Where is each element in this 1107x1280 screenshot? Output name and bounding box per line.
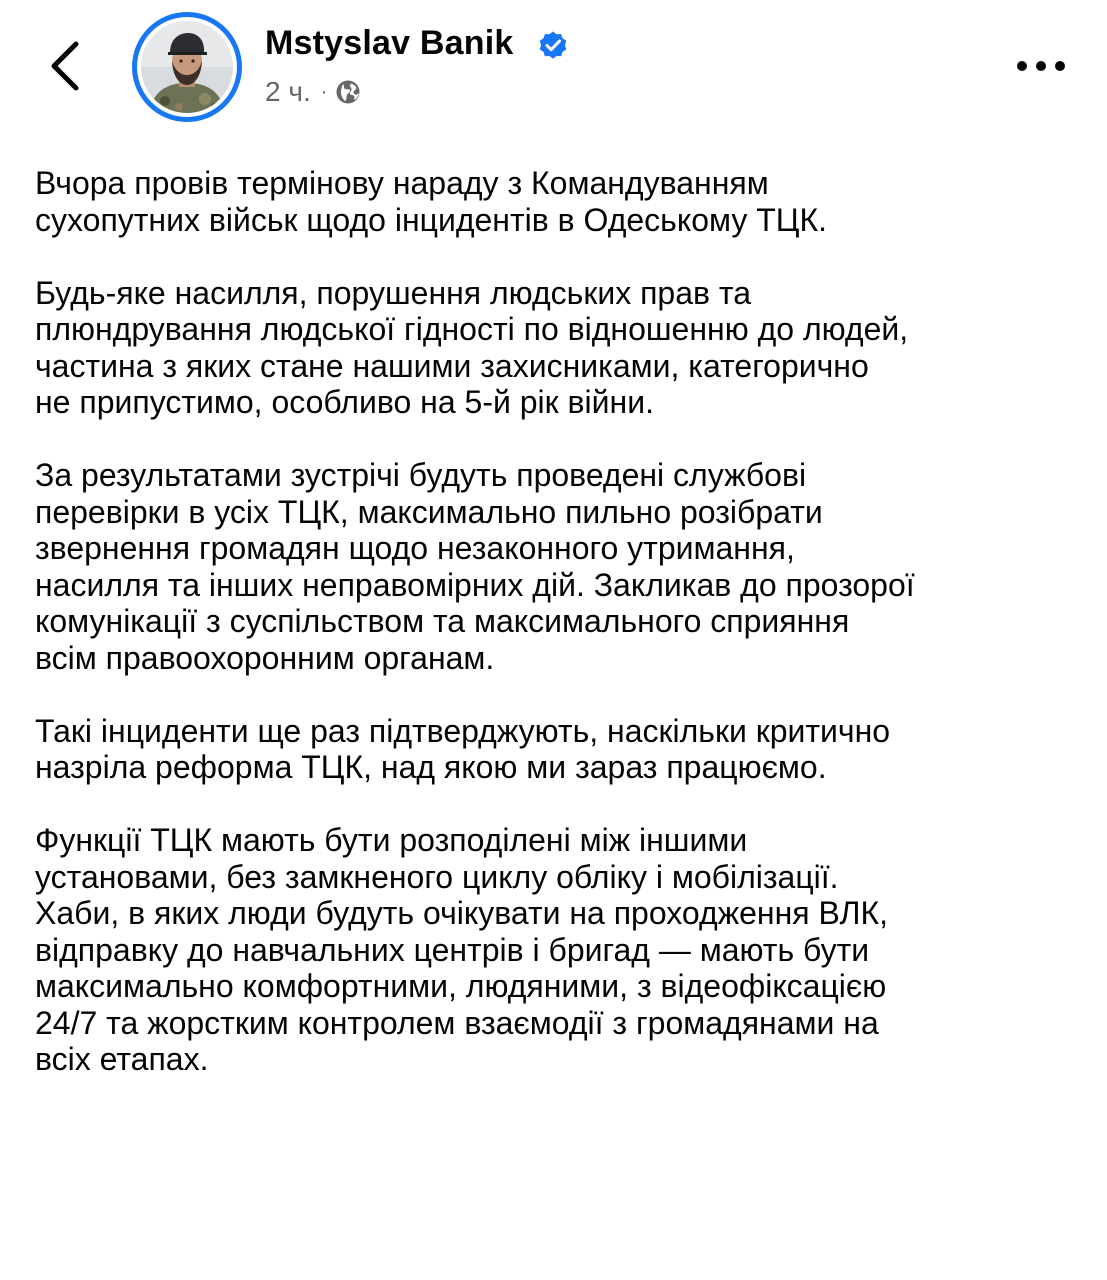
text-line: не припустимо, особливо на 5-й рік війни. <box>35 384 654 420</box>
globe-icon <box>335 79 361 105</box>
text-line: плюндрування людської гідності по відношенню до людей, <box>35 311 909 347</box>
more-dots-icon <box>1008 46 1074 86</box>
meta-separator: · <box>320 80 328 103</box>
text-line: Такі інциденти ще раз підтверджують, наскільки критично <box>35 712 891 749</box>
text-line: сухопутних військ щодо інцидентів в Одеському ТЦК. <box>35 201 827 238</box>
post-paragraph <box>35 275 1085 421</box>
text-line: За результатами зустрічі будуть проведені службові <box>35 457 807 493</box>
post-paragraph <box>35 165 1085 238</box>
text-line: Функції ТЦК мають бути розподілені між іншими <box>35 822 748 858</box>
text-line: Хаби, в яких люди будуть очікувати на проходження ВЛК, <box>35 895 888 931</box>
back-button[interactable] <box>38 34 94 98</box>
post-text <box>35 165 1085 1114</box>
verified-badge-icon <box>536 28 570 62</box>
text-line: максимально комфортними, людяними, з відеофіксацією <box>35 968 887 1004</box>
author-name[interactable]: Mstyslav Banik <box>265 24 514 62</box>
text-line: звернення громадян щодо незаконного утримання, <box>35 530 795 566</box>
post-header <box>0 0 1107 130</box>
post-timestamp[interactable]: 2 ч. <box>265 76 311 107</box>
text-line: Вчора провів термінову нараду з Командуванням <box>35 165 769 201</box>
post-paragraph <box>35 713 1085 786</box>
text-line: Будь-яке насилля, порушення людських прав та <box>35 274 751 311</box>
avatar[interactable] <box>141 21 233 113</box>
more-options-button[interactable] <box>1008 46 1074 86</box>
text-line: всіх етапах. <box>35 1041 209 1077</box>
text-line: насилля та інших неправомірних дій. Закликав до прозорої <box>35 566 915 603</box>
text-line: 24/7 та жорстким контролем взаємодії з громадянами на <box>35 1004 879 1041</box>
chevron-left-icon <box>38 34 94 98</box>
post-paragraph <box>35 457 1085 676</box>
text-line: всім правоохоронним органам. <box>35 639 495 676</box>
post-paragraph <box>35 822 1085 1078</box>
text-line: частина з яких стане нашими захисниками, категорично <box>35 347 869 384</box>
text-line: комунікації з суспільством та максимального сприяння <box>35 603 850 639</box>
text-line: перевірки в усіх ТЦК, максимально пильно розібрати <box>35 493 823 530</box>
text-line: установами, без замкненого циклу обліку і мобілізації. <box>35 858 839 895</box>
avatar-story-ring[interactable] <box>132 12 242 122</box>
profile-photo <box>141 21 233 113</box>
post-meta <box>265 72 361 112</box>
text-line: відправку до навчальних центрів і бригад — мають бути <box>35 931 870 968</box>
text-line: назріла реформа ТЦК, над якою ми зараз працюємо. <box>35 749 827 785</box>
